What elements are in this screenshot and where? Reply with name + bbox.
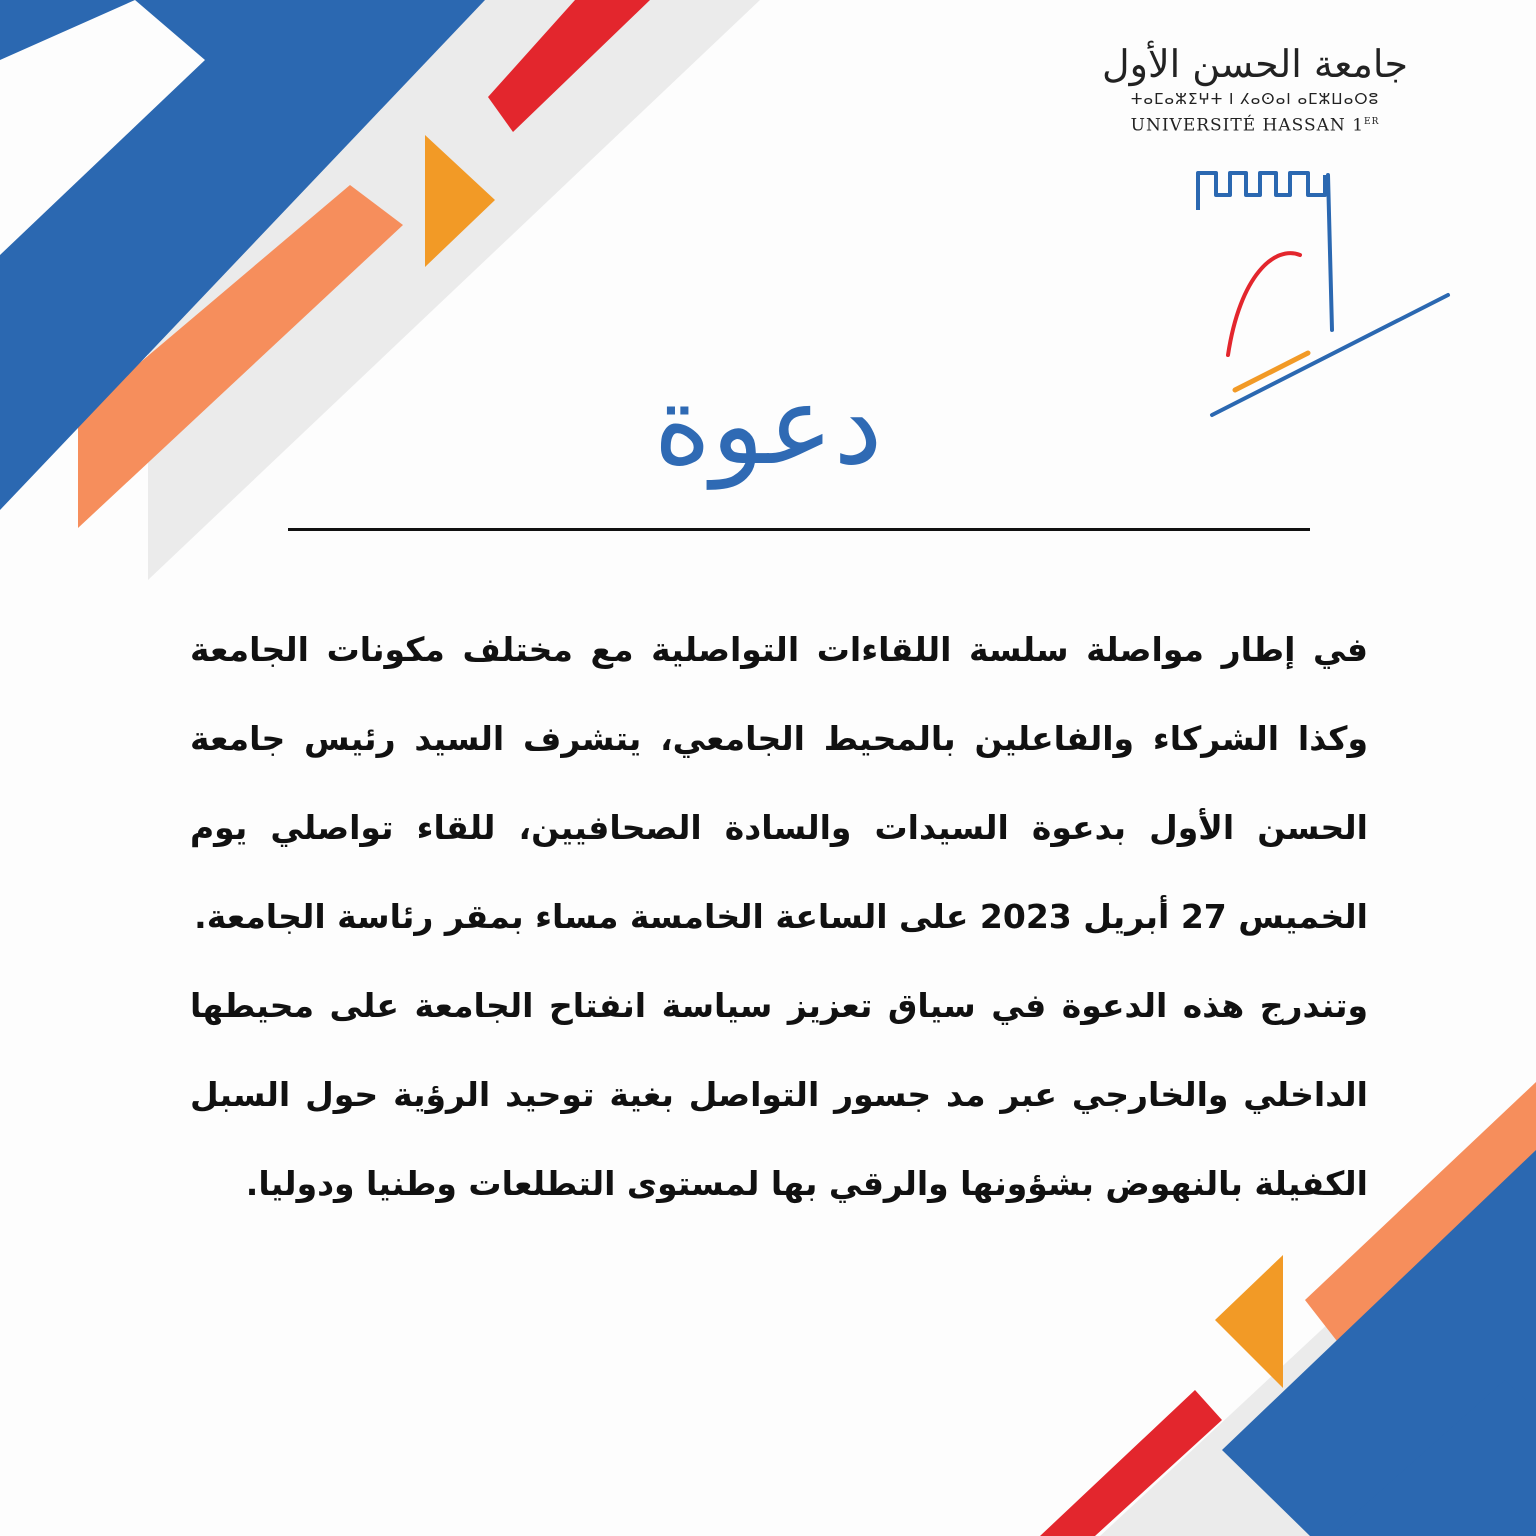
invitation-paragraph-1: في إطار مواصلة سلسة اللقاءات التواصلية مع مختلف مكونات الجامعة وكذا الشركاء والفاعلين بالمحيط الجامعي، يتشرف السيد رئيس جامعة الحسن الأول بدعوة السيدات والسادة الصحافيين، للقاء تواصلي يوم الخميس 27 أبريل 2023 على الساعة الخامسة مساء بمقر رئاسة الجامعة. — [190, 630, 1368, 936]
page-title: دعوة — [653, 361, 883, 489]
logo-french-name — [1100, 110, 1410, 138]
amber-triangle-bottom — [1215, 1255, 1283, 1388]
logo-french-suffix: ER — [1364, 117, 1380, 127]
invitation-paragraph-2: وتندرج هذه الدعوة في سياق تعزيز سياسة انفتاح الجامعة على محيطها الداخلي والخارجي عبر مد جسور التواصل بغية توحيد الرؤية حول السبل الكفيلة بالنهوض بشؤونها والرقي بها لمستوى التطلعات وطنيا ودوليا. — [190, 986, 1368, 1203]
logo-tifinagh-name: ⵜⴰⵎⴰⵣⵉⵖⵜ ⵏ ⵃⴰⵙⴰⵏ ⴰⵎⵣⵡⴰⵔⵓ — [1130, 90, 1380, 108]
logo-french-text: UNIVERSITÉ HASSAN 1 — [1130, 115, 1365, 136]
title-divider — [288, 528, 1310, 531]
logo-arabic-name: جامعة الحسن الأول — [1102, 42, 1408, 86]
invitation-body — [190, 605, 1368, 1228]
university-logo — [1100, 40, 1410, 138]
